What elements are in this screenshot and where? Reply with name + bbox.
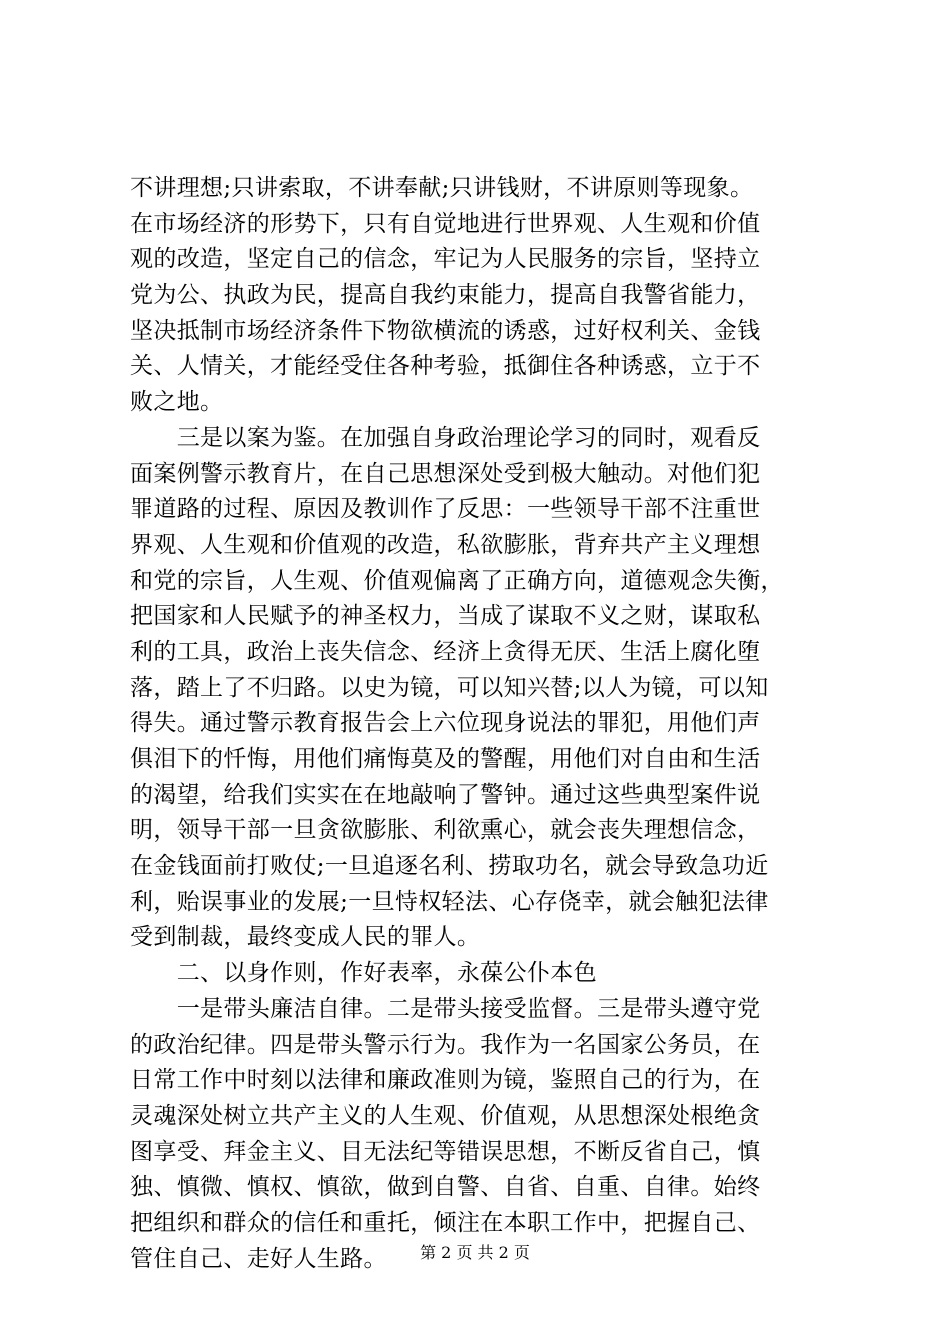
text-line: 坚决抵制市场经济条件下物欲横流的诱惑，过好权利关、金钱 — [130, 317, 761, 344]
text-line: 界观、人生观和价值观的改造，私欲膨胀，背弃共产主义理想 — [130, 531, 761, 558]
text-line: 把组织和群众的信任和重托，倾注在本职工作中，把握自己、 — [130, 1209, 761, 1236]
text-line: 把国家和人民赋予的神圣权力，当成了谋取不义之财，谋取私 — [130, 603, 761, 630]
text-line: 党为公、执政为民，提高自我约束能力，提高自我警省能力， — [130, 282, 761, 309]
text-line: 灵魂深处树立共产主义的人生观、价值观，从思想深处根绝贪 — [130, 1102, 761, 1129]
text-line: 得失。通过警示教育报告会上六位现身说法的罪犯，用他们声 — [130, 710, 761, 737]
text-line: 一是带头廉洁自律。二是带头接受监督。三是带头遵守党 — [130, 995, 761, 1022]
text-line: 利的工具，政治上丧失信念、经济上贪得无厌、生活上腐化堕 — [130, 638, 761, 665]
text-line: 在金钱面前打败仗;一旦追逐名利、捞取功名，就会导致急功近 — [130, 853, 769, 880]
text-line: 的政治纪律。四是带头警示行为。我作为一名国家公务员，在 — [130, 1031, 761, 1058]
text-line: 独、慎微、慎权、慎欲，做到自警、自省、自重、自律。始终 — [130, 1174, 761, 1201]
text-line: 在市场经济的形势下，只有自觉地进行世界观、人生观和价值 — [130, 210, 761, 237]
text-line: 观的改造，坚定自己的信念，牢记为人民服务的宗旨，坚持立 — [130, 246, 761, 273]
text-line: 日常工作中时刻以法律和廉政准则为镜，鉴照自己的行为，在 — [130, 1067, 761, 1094]
text-line: 关、人情关，才能经受住各种考验，抵御住各种诱惑，立于不 — [130, 353, 761, 380]
page-number: 第 2 页 共 2 页 — [420, 1243, 530, 1262]
text-line: 的渴望，给我们实实在在地敲响了警钟。通过这些典型案件说 — [130, 781, 761, 808]
text-line: 受到制裁，最终变成人民的罪人。 — [130, 924, 481, 951]
section-heading: 二、以身作则，作好表率，永葆公仆本色 — [130, 960, 597, 987]
body-text — [130, 171, 830, 1277]
text-line: 利，贻误事业的发展;一旦恃权轻法、心存侥幸，就会触犯法律 — [130, 888, 769, 915]
text-line: 不讲理想;只讲索取，不讲奉献;只讲钱财，不讲原则等现象。 — [130, 175, 754, 201]
text-line: 三是以案为鉴。在加强自身政治理论学习的同时，观看反 — [130, 424, 761, 451]
text-line: 罪道路的过程、原因及教训作了反思：一些领导干部不注重世 — [130, 496, 761, 523]
text-line: 落，踏上了不归路。以史为镜，可以知兴替;以人为镜，可以知 — [130, 674, 769, 701]
text-line: 俱泪下的忏悔，用他们痛悔莫及的警醒，用他们对自由和生活 — [130, 746, 761, 772]
text-line: 图享受、拜金主义、目无法纪等错误思想，不断反省自己，慎 — [130, 1138, 761, 1165]
text-line: 败之地。 — [130, 389, 224, 416]
text-line: 明，领导干部一旦贪欲膨胀、利欲熏心，就会丧失理想信念， — [130, 817, 761, 844]
text-line: 面案例警示教育片，在自己思想深处受到极大触动。对他们犯 — [130, 460, 761, 487]
text-line: 和党的宗旨，人生观、价值观偏离了正确方向，道德观念失衡， — [130, 567, 784, 594]
text-line: 管住自己、走好人生路。 — [130, 1245, 387, 1272]
